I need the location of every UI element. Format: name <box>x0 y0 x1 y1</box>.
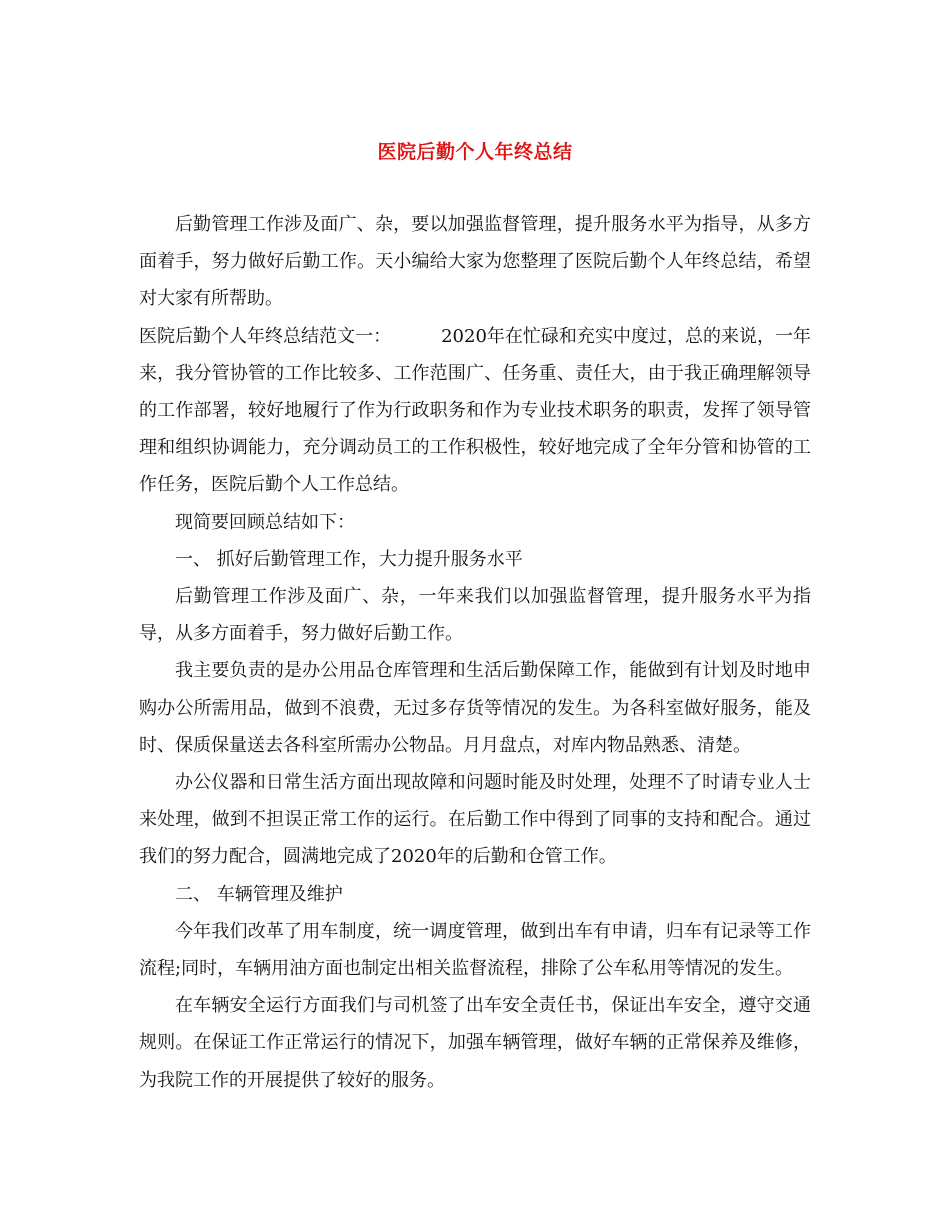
sample-heading-label: 医院后勤个人年终总结范文一： <box>139 325 392 347</box>
sample-heading-text: 2020年在忙碌和充实中度过，总的来说，一年来，我分管协管的工作比较多、工作范围广、任务重、责任大，由于我正确理解领导的工作部署，较好地履行了作为行政职务和作为专业技术职务的职责，发挥了领导管理和组织协调能力，充分调动员工的工作积极性，较好地完成了全年分管和协管的工作任务，医院后勤个人工作总结。 <box>139 325 812 496</box>
section-heading-1: 一、 抓好后勤管理工作，大力提升服务水平 <box>175 548 523 570</box>
document-body <box>139 206 811 1099</box>
paragraph-intro: 后勤管理工作涉及面广、杂，要以加强监督管理，提升服务水平为指导，从多方面着手，努力做好后勤工作。天小编给大家为您整理了医院后勤个人年终总结，希望对大家有所帮助。 <box>139 214 811 310</box>
paragraph-review: 现简要回顾总结如下： <box>175 511 355 533</box>
paragraph-1b: 我主要负责的是办公用品仓库管理和生活后勤保障工作，能做到有计划及时地申购办公所需用品，做到不浪费，无过多存货等情况的发生。为各科室做好服务，能及时、保质保量送去各科室所需办公物品。月月盘点，对库内物品熟悉、清楚。 <box>139 660 811 756</box>
paragraph-2b: 在车辆安全运行方面我们与司机签了出车安全责任书，保证出车安全，遵守交通规则。在保证工作正常运行的情况下，加强车辆管理，做好车辆的正常保养及维修，为我院工作的开展提供了较好的服务。 <box>139 995 811 1091</box>
paragraph-2a: 今年我们改革了用车制度，统一调度管理，做到出车有申请，归车有记录等工作流程;同时，车辆用油方面也制定出相关监督流程，排除了公车私用等情况的发生。 <box>139 920 811 980</box>
paragraph-sample-1 <box>139 318 811 504</box>
page-title: 医院后勤个人年终总结 <box>377 141 573 163</box>
paragraph-1a: 后勤管理工作涉及面广、杂，一年来我们以加强监督管理，提升服务水平为指导，从多方面着手，努力做好后勤工作。 <box>139 586 811 645</box>
section-heading-2: 二、 车辆管理及维护 <box>175 883 343 905</box>
paragraph-1c: 办公仪器和日常生活方面出现故障和问题时能及时处理，处理不了时请专业人士来处理，做到不担误正常工作的运行。在后勤工作中得到了同事的支持和配合。通过我们的努力配合，圆满地完成了2020年的后勤和仓管工作。 <box>139 772 811 868</box>
